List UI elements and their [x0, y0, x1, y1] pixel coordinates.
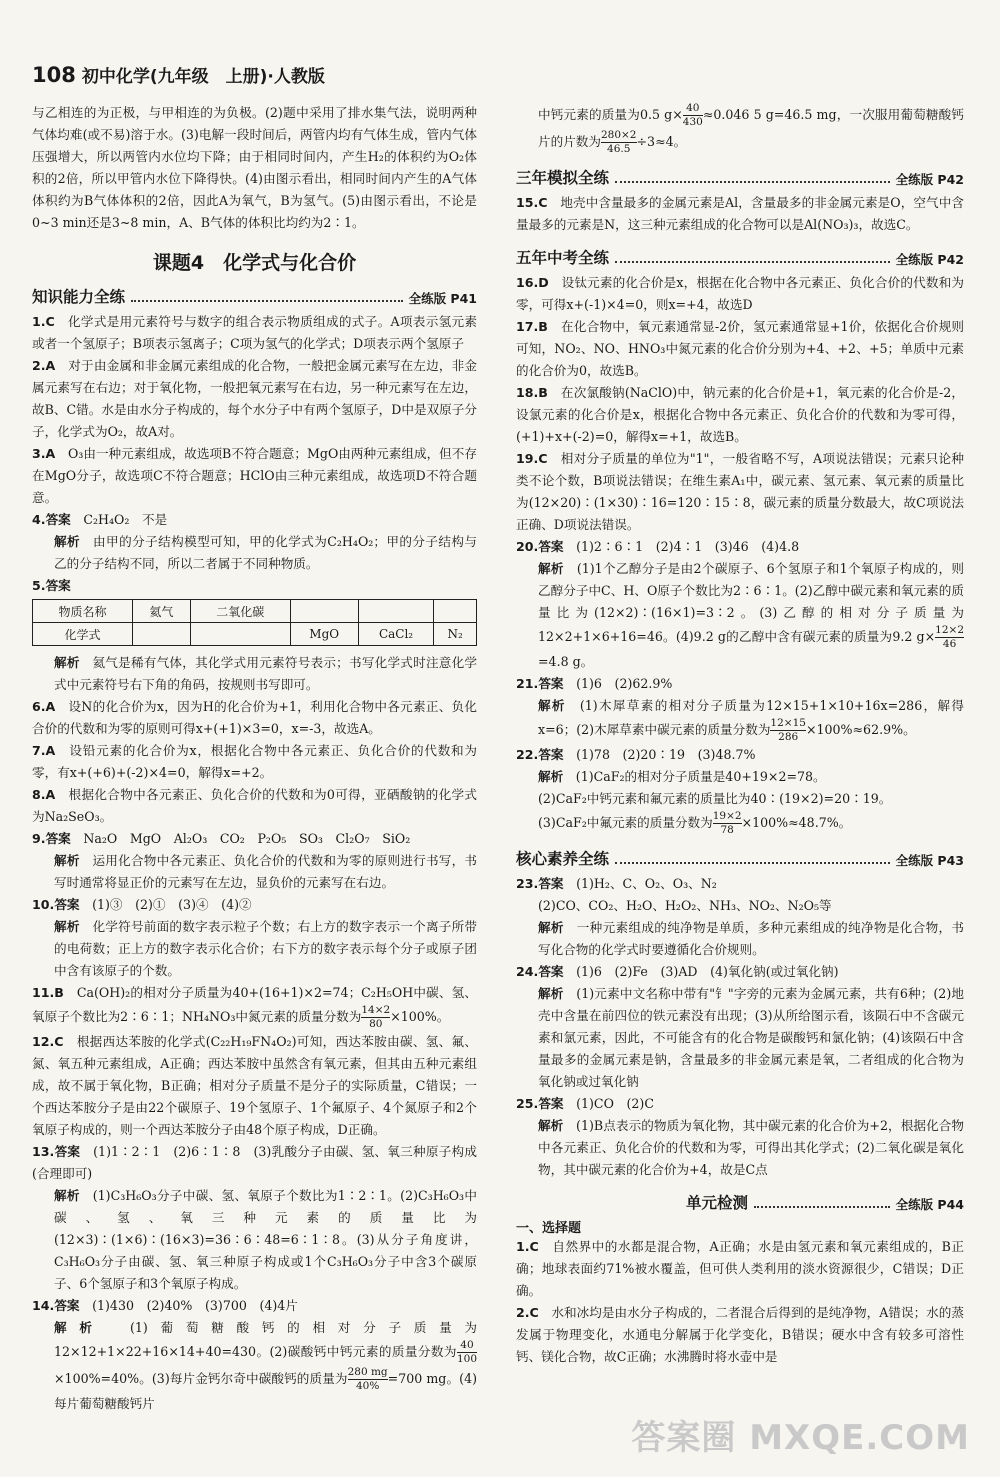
question-22-answer: 22.答案 (1)78 (2)20∶19 (3)48.7% — [516, 747, 756, 762]
fraction: $\frac{40}{430}$ — [682, 102, 703, 128]
section-ref: 全练版 P44 — [895, 1197, 964, 1212]
question-14-answer: 14.答案 (1)430 (2)40% (3)700 (4)4片 — [32, 1298, 298, 1313]
question-5-answer: 5.答案 — [32, 578, 71, 593]
question-10-answer: 10.答案 (1)③ (2)① (3)④ (4)② — [32, 897, 252, 912]
question-7: 7.A 设铅元素的化合价为x，根据化合物中各元素正、负化合价的代数和为零，有x+(+6)+(-2)×4=0，解得x=+2。 — [32, 743, 477, 780]
subsection-title: 一、选择题 — [516, 1221, 582, 1236]
question-13-answer: 13.答案 (1)1∶2∶1 (2)6∶1∶8 (3)乳酸分子由碳、氢、氧三种原子构成(合理即可) — [32, 1144, 478, 1181]
dot-leader — [754, 1206, 890, 1208]
question-10-analysis: 解析 化学符号前面的数字表示粒子个数；右上方的数字表示一个离子所带的电荷数；正上方的数字表示化合价；右下方的数字表示每个分子或原子团中含有该原子的个数。 — [54, 919, 478, 978]
dot-leader — [615, 862, 890, 864]
section-header — [516, 847, 964, 869]
question-25-answer: 25.答案 (1)CO (2)C — [516, 1096, 654, 1111]
question-1: 1.C 化学式是用元素符号与数字的组合表示物质组成的式子。A项表示氢元素或者一个氢原子；B项表示氢离子；C项为氢气的化学式；D项表示两个氢原子 — [32, 314, 477, 351]
question-20-analysis: 解析 (1)1个乙醇分子是由2个碳原子、6个氢原子和1个氧原子构成的，则乙醇分子中C、H、O原子个数比为2∶6∶1。(2)乙醇中碳元素和氧元素的质量比为(12×2)∶(16×1)=3∶2。(3)乙醇的相对分子质量为12×2+1×6+16=46。(4)9.2 g的乙醇中含有碳元素的质量为9.2 g× $\frac{12\times 2}{46}$ =4.8 g。 — [538, 561, 965, 669]
section-title: 单元检测 — [686, 1194, 749, 1212]
fraction: $\frac{14\times 2}{80}$ — [361, 1004, 391, 1030]
dot-leader — [615, 181, 890, 183]
question-12: 12.C 根据西达苯胺的化学式(C₂₂H₁₉FN₄O₂)可知，西达苯胺由碳、氢、氟、氮、氧五种元素组成，A正确；西达苯胺中虽然含有氧元素，但其由五种元素组成，故不属于氧化物，B正确；相对分子质量不是分子的实际质量，C错误；一个西达苯胺分子是由22个碳原子、19个氢原子、1个氟原子、4个氮原子和2个氧原子构成的，则一个西达苯胺分子由48个原子构成，D正确。 — [32, 1034, 478, 1137]
fraction: $\frac{19\times 2}{78}$ — [712, 810, 742, 836]
question-21-answer: 21.答案 (1)6 (2)62.9% — [516, 676, 673, 691]
unit-question-1: 1.C 自然界中的水都是混合物，A正确；水是由氢元素和氧元素组成的，B正确；地球表面约71%被水覆盖，但可供人类利用的淡水资源很少，C错误；D正确。 — [516, 1239, 964, 1298]
question-23-answer-2: (2)CO、CO₂、H₂O、H₂O₂、NH₃、NO₂、N₂O₅等 — [538, 898, 832, 913]
section-title: 核心素养全练 — [516, 850, 610, 868]
section-title: 三年模拟全练 — [516, 169, 610, 187]
question-25-analysis: 解析 (1)B点表示的物质为氧化物，其中碳元素的化合价为+2，根据化合物中各元素正、负化合价的代数和为零，可得出其化学式；(2)二氧化碳是氧化物，其中碳元素的化合价为+4，故是C点 — [538, 1118, 965, 1177]
formula-table — [32, 599, 477, 646]
question-23-answer: 23.答案 (1)H₂、C、O₂、O₃、N₂ — [516, 876, 717, 891]
fraction: $\frac{40}{100}$ — [456, 1339, 477, 1365]
fraction: $\frac{12\times 2}{46}$ — [935, 624, 964, 650]
question-6: 6.A 设N的化合价为x，因为H的化合价为+1，利用化合物中各元素正、负化合价的代数和为零的原则可得x+(+1)×3=0，x=-3，故选A。 — [32, 699, 478, 736]
continuation-paragraph: 中钙元素的质量为0.5 g× $\frac{40}{430}$ ≈0.046 5 g=46.5 mg，一次服用葡萄糖酸钙片的片数为 $\frac{280\times 2}{46.5}$ ÷3≈4。 — [538, 102, 964, 155]
book-title: 初中化学(九年级 上册)·人教版 — [81, 67, 325, 87]
unit-question-2: 2.C 水和冰均是由水分子构成的，二者混合后得到的是纯净物，A错误；水的蒸发属于物理变化，水通电分解属于化学变化，B错误；硬水中含有较多可溶性钙、镁化合物，故C正确；水沸腾时将水壶中是 — [516, 1305, 964, 1364]
section-ref: 全练版 P42 — [895, 172, 964, 187]
dot-leader — [615, 261, 890, 263]
intro-paragraph: 与乙相连的为正极，与甲相连的为负极。(2)题中采用了排水集气法，说明两种气体均难(或不易)溶于水。(3)电解一段时间后，两管内均有气体生成，管内气体压强增大，所以两管内水位均下降；由于相同时间内，产生H₂的体积约为O₂体积的2倍，所以甲管内水位下降得快。(4)由图示看出，相同时间内产生的A气体体积约为B气体体积的2倍，因此A为氧气，B为氢气。(5)由图示看出，不论是0~3 min还是3~8 min，A、B气体的体积比均约为2∶1。 — [32, 105, 477, 230]
fraction: $\frac{280 mg}{40\%}$ — [347, 1366, 388, 1392]
question-13-analysis: 解析 (1)C₃H₆O₃分子中碳、氢、氧原子个数比为1∶2∶1。(2)C₃H₆O₃中碳、氢、氧三种元素的质量比为(12×3)∶(1×6)∶(16×3)=36∶6∶48=6∶1∶8。(3)从分子角度讲，C₃H₆O₃分子由碳、氢、氧三种原子构成或1个C₃H₆O₃分子中含3个碳原子、6个氢原子和3个氧原子构成。 — [54, 1188, 478, 1291]
question-16: 16.D 设钛元素的化合价是x，根据在化合物中各元素正、负化合价的代数和为零，可得x+(-1)×4=0，则x=+4，故选D — [516, 275, 964, 312]
question-4-analysis: 解析 由甲的分子结构模型可知，甲的化学式为C₂H₄O₂；甲的分子结构与乙的分子结构不同，所以二者属于不同种物质。 — [54, 534, 478, 571]
dot-leader — [131, 300, 403, 302]
question-3: 3.A O₃由一种元素组成，故选项B不符合题意；MgO由两种元素组成，但不存在MgO分子，故选项C不符合题意；HClO由三种元素组成，故选项D不符合题意。 — [32, 446, 477, 505]
left-column — [32, 102, 477, 1415]
question-4-answer: 4.答案 C₂H₄O₂ 不是 — [32, 512, 168, 527]
section-title: 五年中考全练 — [516, 249, 610, 267]
page-header — [32, 62, 325, 87]
question-22-analysis-3: (3)CaF₂中氟元素的质量分数为 $\frac{19\times 2}{78}$ ×100%≈48.7%。 — [538, 810, 852, 836]
question-9-answer: 9.答案 Na₂O MgO Al₂O₃ CO₂ P₂O₅ SO₃ Cl₂O₇ SiO₂ — [32, 831, 411, 846]
question-11: 11.B Ca(OH)₂的相对分子质量为40+(16+1)×2=74；C₂H₅OH中碳、氢、氧原子个数比为2∶6∶1；NH₄NO₃中氮元素的质量分数为 $\frac{14\times 2}{80}$ ×100%。 — [32, 985, 477, 1030]
question-22-analysis: 解析 (1)CaF₂的相对分子质量是40+19×2=78。 — [538, 769, 826, 784]
section-header — [516, 166, 964, 188]
question-22-analysis-2: (2)CaF₂中钙元素和氟元素的质量比为40∶(19×2)=20∶19。 — [538, 791, 892, 806]
question-18: 18.B 在次氯酸钠(NaClO)中，钠元素的化合价是+1，氧元素的化合价是-2，设氯元素的化合价是x，根据化合物中各元素正、负化合价的代数和为零可得，(+1)+x+(-2)=0，解得x=+1，故选B。 — [516, 385, 965, 444]
table-row: 化学式 MgO CaCl₂ N₂ — [33, 623, 477, 646]
page-number: 108 — [32, 63, 76, 87]
question-9-analysis: 解析 运用化合物中各元素正、负化合价的代数和为零的原则进行书写，书写时通常将显正价的元素写在左边，显负价的元素写在右边。 — [54, 853, 478, 890]
question-20-answer: 20.答案 (1)2∶6∶1 (2)4∶1 (3)46 (4)4.8 — [516, 539, 800, 554]
section-ref: 全练版 P42 — [895, 252, 964, 267]
section-ref: 全练版 P43 — [895, 853, 964, 868]
section-title: 知识能力全练 — [32, 288, 126, 306]
section-header — [32, 285, 477, 307]
watermark-logo: 答案圈 MXQE.COM — [631, 1418, 970, 1458]
question-8: 8.A 根据化合物中各元素正、负化合价的代数和为0可得，亚硒酸钠的化学式为Na₂SeO₃。 — [32, 787, 478, 824]
question-24-answer: 24.答案 (1)6 (2)Fe (3)AD (4)氧化钠(或过氧化钠) — [516, 964, 839, 979]
section-header — [516, 1191, 964, 1213]
right-column — [516, 102, 964, 1368]
section-header — [516, 246, 964, 268]
question-23-analysis: 解析 一种元素组成的纯净物是单质，多种元素组成的纯净物是化合物，书写化合物的化学式时要遵循化合价规则。 — [538, 920, 965, 957]
question-5-analysis: 解析 氦气是稀有气体，其化学式用元素符号表示；书写化学式时注意化学式中元素符号右下角的角码，按规则书写即可。 — [54, 655, 478, 692]
question-24-analysis: 解析 (1)元素中文名称中带有"钅"字旁的元素为金属元素，共有6种；(2)地壳中含量在前四位的铁元素没有出现；(3)从所给图示看，该陨石中不含碳元素和氯元素，因此，不可能含有的化合物是碳酸钙和氯化钠；(4)该陨石中含量最多的金属元素是钠，含量最多的非金属元素是氧，二者组成的化合物为氧化钠或过氧化钠 — [538, 986, 964, 1089]
fraction: $\frac{280\times 2}{46.5}$ — [600, 129, 637, 155]
question-15: 15.C 地壳中含量最多的金属元素是Al，含量最多的非金属元素是O，空气中含量最多的元素是N，这三种元素组成的化合物可以是Al(NO₃)₃，故选C。 — [516, 195, 964, 232]
fraction: $\frac{12\times 15}{286}$ — [770, 717, 806, 743]
question-21-analysis: 解析 (1)木犀草素的相对分子质量为12×15+1×10+16x=286，解得x=6；(2)木犀草素中碳元素的质量分数为 $\frac{12\times 15}{286}$ ×100%≈62.9%。 — [538, 698, 965, 743]
section-ref: 全练版 P41 — [408, 291, 477, 306]
question-2: 2.A 对于由金属和非金属元素组成的化合物，一般把金属元素写在左边，非金属元素写在右边；对于氧化物，一般把氧元素写在右边，另一种元素写在左边，故B、C错。水是由水分子构成的，每个水分子中有两个氢原子，D中是双原子分子，化学式为O₂，故A对。 — [32, 358, 478, 439]
question-14-analysis: 解析 (1)葡萄糖酸钙的相对分子质量为12×12+1×22+16×14+40=430。(2)碳酸钙中钙元素的质量分数为 $\frac{40}{100}$ ×100%=40%。(3)每片金钙尔奇中碳酸钙的质量为 $\frac{280 mg}{40\%}$ =700 mg。(4)每片葡萄糖酸钙片 — [54, 1320, 478, 1411]
lesson-title: 课题4 化学式与化合价 — [152, 252, 357, 274]
question-19: 19.C 相对分子质量的单位为"1"，一般省略不写，A项说法错误；元素只论种类不论个数，B项说法错误；在维生素A₁中，碳元素、氢元素、氧元素的质量比为(12×20)∶(1×30)∶16=120∶15∶8，碳元素的质量分数最大，故C项说法正确、D项说法错误。 — [516, 451, 964, 532]
question-17: 17.B 在化合物中，氧元素通常显-2价，氢元素通常显+1价，依据化合价规则可知，NO₂、NO、HNO₃中氮元素的化合价分别为+4、+2、+5；单质中元素的化合价为0，故选B。 — [516, 319, 964, 378]
table-row: 物质名称 氦气 二氧化碳 — [33, 600, 477, 623]
